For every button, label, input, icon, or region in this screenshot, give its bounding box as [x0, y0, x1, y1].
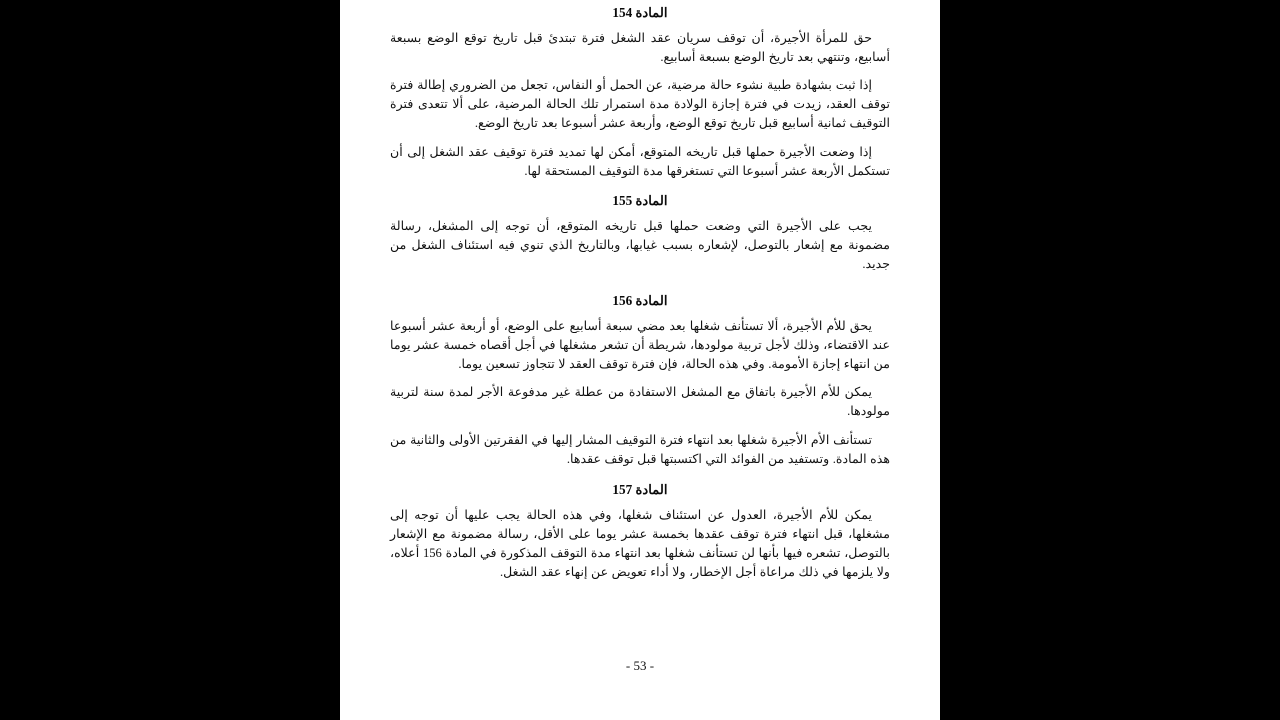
article-157-paragraph-1: يمكن للأم الأجيرة، العدول عن استئناف شغلها، وفي هذه الحالة يجب عليها أن توجه إلى مشغلها، قبل انتهاء فترة توقف عقدها بخمسة عشر يوما على الأقل، رسالة مضمونة مع الإشعار بالتوصل، تشعره فيها بأنها لن تستأنف شغلها بعد انتهاء مدة التوقف المذكورة في المادة 156 أعلاه، ولا يلزمها في ذلك مراعاة أجل الإخطار، ولا أداء تعويض عن إنهاء عقد الشغل. — [390, 507, 890, 580]
article-156-heading: المادة 156 — [612, 293, 668, 309]
article-155-paragraph-1: يجب على الأجيرة التي وضعت حملها قبل تاريخه المتوقع، أن توجه إلى المشغل، رسالة مضمونة مع إشعار بالتوصل، لإشعاره بسبب غيابها، وبالتاريخ الذي تنوي فيه استئناف الشغل من جديد. — [390, 218, 890, 271]
article-154-paragraph-3: إذا وضعت الأجيرة حملها قبل تاريخه المتوقع، أمكن لها تمديد فترة توقيف عقد الشغل إلى أن تستكمل الأربعة عشر أسبوعا التي تستغرقها مدة التوقيف المستحقة لها. — [390, 144, 890, 178]
article-156-paragraph-2: يمكن للأم الأجيرة باتفاق مع المشغل الاستفادة من عطلة غير مدفوعة الأجر لمدة سنة لتربية مولودها. — [390, 385, 890, 419]
article-157 — [390, 481, 890, 582]
article-154-paragraph-2: إذا ثبت بشهادة طبية نشوء حالة مرضية، عن الحمل أو النفاس، تجعل من الضروري إطالة فترة توقف العقد، زيدت في فترة إجازة الولادة مدة استمرار تلك الحالة المرضية، على ألا تتعدى فترة التوقيف ثمانية أسابيع قبل تاريخ توقع الوضع، وأربعة عشر أسبوعا بعد تاريخ الوضع. — [390, 78, 890, 131]
page-number: - 53 - — [625, 658, 655, 673]
letterbox-right — [940, 0, 1280, 720]
article-156-paragraph-1: يحق للأم الأجيرة، ألا تستأنف شغلها بعد مضي سبعة أسابيع على الوضع، أو أربعة عشر أسبوعا عند الاقتضاء، وذلك لأجل تربية مولودها، شريطة أن تشعر مشغلها في أجل أقصاه خمسة عشر يوما من انتهاء إجازة الأمومة. وفي هذه الحالة، فإن فترة توقف العقد لا تتجاوز تسعين يوما. — [390, 318, 890, 372]
article-156-paragraph-3: تستأنف الأم الأجيرة شغلها بعد انتهاء فترة التوقيف المشار إليها في الفقرتين الأولى والثانية من هذه المادة. وتستفيد من الفوائد التي اكتسبتها قبل توقف عقدها. — [390, 432, 890, 466]
letterbox-left — [0, 0, 340, 720]
article-154 — [390, 4, 890, 181]
article-154-paragraph-1: حق للمرأة الأجيرة، أن توقف سريان عقد الشغل فترة تبتدئ قبل تاريخ توقع الوضع بسبعة أسابيع، وتنتهي بعد تاريخ الوضع بسبعة أسابيع. — [390, 30, 890, 64]
article-155-heading: المادة 155 — [612, 192, 668, 208]
article-156 — [390, 292, 890, 469]
article-155 — [390, 192, 890, 274]
document-page — [340, 0, 940, 720]
section-spacer — [390, 274, 890, 292]
section-spacer — [390, 469, 890, 481]
page-content — [340, 0, 940, 582]
article-157-heading: المادة 157 — [612, 481, 668, 497]
article-154-heading: المادة 154 — [612, 5, 668, 20]
section-spacer — [390, 181, 890, 192]
